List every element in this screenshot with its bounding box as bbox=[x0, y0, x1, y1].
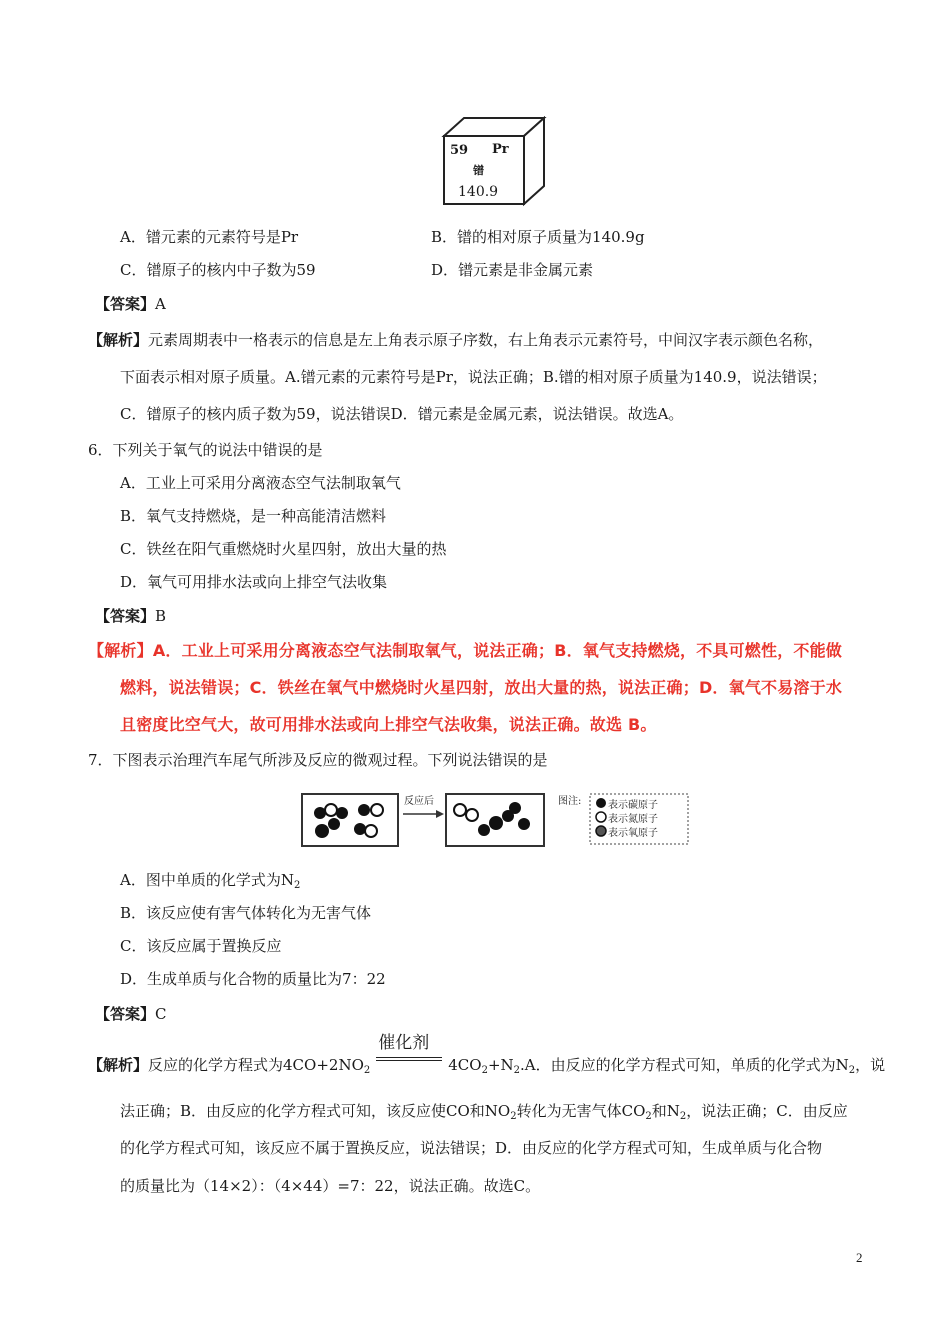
option-subscript: 2 bbox=[293, 880, 301, 891]
q7-answer bbox=[95, 1004, 167, 1024]
q5-option-b: B．镨的相对原子质量为140.9g bbox=[431, 228, 645, 246]
answer-value: B bbox=[155, 607, 167, 625]
q7-analysis-line4: 的质量比为（14×2）：（4×44）=7：22，说法正确。故选C。 bbox=[120, 1177, 541, 1195]
reaction-diagram bbox=[300, 786, 700, 850]
analysis-label: 【解析】 bbox=[88, 641, 153, 660]
element-number: 59 bbox=[450, 143, 469, 158]
legend-carbon: 表示碳原子 bbox=[608, 800, 658, 811]
answer-label: 【答案】 bbox=[95, 295, 156, 313]
q7-analysis-line1 bbox=[88, 1033, 886, 1081]
q6-option-c: C．铁丝在阳气重燃烧时火星四射，放出大量的热 bbox=[120, 540, 447, 558]
element-mass: 140.9 bbox=[458, 184, 499, 200]
q6-option-b: B．氧气支持燃烧，是一种高能清洁燃料 bbox=[120, 507, 387, 525]
subscript-2: 2 bbox=[510, 1111, 517, 1122]
q7-analysis-line2 bbox=[120, 1101, 848, 1127]
q5-option-c: C．镨原子的核内中子数为59 bbox=[120, 261, 316, 279]
element-name: 镨 bbox=[473, 164, 484, 177]
q6-option-a: A．工业上可采用分离液态空气法制取氧气 bbox=[120, 474, 401, 492]
q6-analysis-line3: 且密度比空气大，故可用排水法或向上排空气法收集，说法正确。故选 B。 bbox=[120, 715, 657, 734]
q5-analysis-line1 bbox=[88, 330, 823, 350]
legend-oxygen: 表示氧原子 bbox=[608, 828, 658, 839]
reaction-arrow-label: 反应后 bbox=[404, 796, 434, 807]
catalyst-label: 催化剂 bbox=[378, 1033, 430, 1053]
q7-option-a bbox=[120, 870, 300, 896]
subscript-2: 2 bbox=[679, 1111, 687, 1122]
q7-option-d: D．生成单质与化合物的质量比为7：22 bbox=[120, 970, 386, 988]
analysis-text: A．工业上可采用分离液态空气法制取氧气，说法正确；B．氧气支持燃烧，不具可燃性，不能做 bbox=[152, 641, 842, 660]
analysis-text: .A．由反应的化学方程式可知，单质的化学式为N bbox=[520, 1056, 849, 1074]
answer-value: A bbox=[155, 295, 166, 313]
answer-label: 【答案】 bbox=[95, 1005, 156, 1023]
q7-stem: 7．下图表示治理汽车尾气所涉及反应的微观过程。下列说法错误的是 bbox=[88, 751, 548, 769]
subscript-2: 2 bbox=[848, 1065, 856, 1076]
analysis-text: 转化为无害气体CO bbox=[516, 1102, 646, 1120]
analysis-text: 元素周期表中一格表示的信息是左上角表示原子序数，右上角表示元素符号，中间汉字表示颜色名称， bbox=[148, 331, 824, 349]
subscript-2: 2 bbox=[513, 1065, 521, 1076]
analysis-label: 【解析】 bbox=[88, 1056, 149, 1074]
q7-analysis-line3: 的化学方程式可知，该反应不属于置换反应，说法错误；D．由反应的化学方程式可知，生成单质与化合物 bbox=[120, 1139, 823, 1157]
answer-value: C bbox=[155, 1005, 167, 1023]
element-symbol: Pr bbox=[492, 142, 509, 157]
answer-label: 【答案】 bbox=[95, 607, 156, 625]
legend-nitrogen: 表示氮原子 bbox=[608, 814, 658, 825]
equation-product-co2: 4CO bbox=[448, 1056, 482, 1074]
subscript-2: 2 bbox=[481, 1065, 488, 1076]
subscript-2: 2 bbox=[363, 1065, 371, 1076]
q6-option-d: D．氧气可用排水法或向上排空气法收集 bbox=[120, 573, 388, 591]
analysis-text: ，说 bbox=[855, 1056, 886, 1074]
page-number: 2 bbox=[856, 1250, 863, 1265]
subscript-2: 2 bbox=[645, 1111, 652, 1122]
q6-analysis-line1 bbox=[88, 641, 842, 661]
q5-analysis-line3: C．镨原子的核内质子数为59，说法错误D．镨元素是金属元素，说法错误。故选A。 bbox=[120, 405, 684, 423]
analysis-text: 和N bbox=[651, 1102, 680, 1120]
q6-analysis-line2: 燃料，说法错误；C．铁丝在氧气中燃烧时火星四射，放出大量的热，说法正确；D．氧气不易溶于水 bbox=[120, 678, 843, 697]
analysis-label: 【解析】 bbox=[88, 331, 149, 349]
q6-answer bbox=[95, 606, 166, 626]
analysis-text: 法正确；B．由反应的化学方程式可知，该反应使CO和NO bbox=[120, 1102, 511, 1120]
q7-option-c: C．该反应属于置换反应 bbox=[120, 937, 282, 955]
legend-title: 图注: bbox=[558, 796, 582, 807]
q5-option-a: A．镨元素的元素符号是Pr bbox=[120, 228, 299, 246]
equation-product-n2: +N bbox=[487, 1056, 514, 1074]
q7-option-b: B．该反应使有害气体转化为无害气体 bbox=[120, 904, 372, 922]
q6-stem: 6．下列关于氧气的说法中错误的是 bbox=[88, 441, 323, 459]
q5-answer bbox=[95, 294, 166, 314]
q5-analysis-line2: 下面表示相对原子质量。A.镨元素的元素符号是Pr，说法正确；B.镨的相对原子质量为140.9，说法错误； bbox=[120, 368, 827, 386]
equation-arrow bbox=[376, 1033, 442, 1072]
element-cube-figure bbox=[440, 116, 550, 208]
option-text: A．图中单质的化学式为N bbox=[120, 871, 294, 889]
analysis-text: ，说法正确；C．由反应 bbox=[686, 1102, 848, 1120]
equation-reactants: 反应的化学方程式为4CO+2NO bbox=[148, 1056, 364, 1074]
q5-option-d: D．镨元素是非金属元素 bbox=[431, 261, 594, 279]
